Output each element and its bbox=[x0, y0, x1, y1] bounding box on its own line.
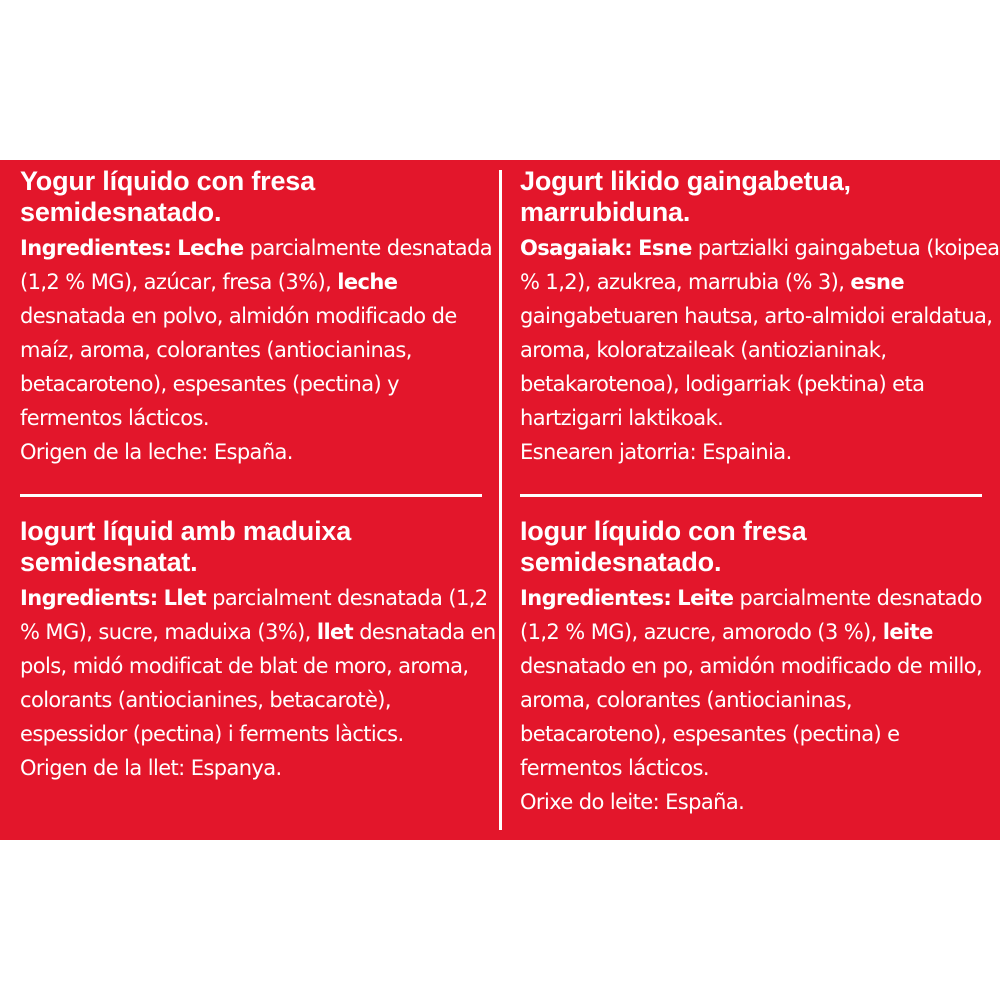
galician-allergen-1: Leite bbox=[677, 586, 734, 610]
spanish-title-line-2: semidesnatado. bbox=[20, 197, 222, 227]
basque-allergen-1: Esne bbox=[638, 236, 692, 260]
basque-origin: Esnearen jatorria: Espainia. bbox=[520, 440, 792, 464]
catalan-section bbox=[20, 516, 500, 785]
vertical-divider bbox=[499, 170, 502, 830]
spanish-origin: Origen de la leche: España. bbox=[20, 440, 293, 464]
galician-product-title bbox=[520, 516, 1000, 578]
spanish-ingredients-label: Ingredientes: bbox=[20, 236, 172, 260]
catalan-product-title bbox=[20, 516, 500, 578]
catalan-allergen-2: llet bbox=[316, 620, 354, 644]
galician-title-line-2: semidesnatado. bbox=[520, 547, 722, 577]
galician-ingredients-part-2: desnatado en po, amidón modificado de millo, aroma, colorantes (antiocianinas, betacaroteno), espesantes (pectina) e fermentos lácticos. bbox=[520, 654, 983, 780]
catalan-title-line-2: semidesnatat. bbox=[20, 547, 198, 577]
spanish-ingredients-part-1: parcialmente desnatada (1,2 % MG), azúcar, fresa (3%), bbox=[20, 236, 493, 294]
catalan-origin: Origen de la llet: Espanya. bbox=[20, 756, 282, 780]
catalan-allergen-1: Llet bbox=[163, 586, 207, 610]
spanish-allergen-2: leche bbox=[337, 270, 398, 294]
horizontal-divider-right bbox=[520, 494, 982, 497]
galician-origin: Orixe do leite: España. bbox=[520, 790, 745, 814]
basque-ingredients-label: Osagaiak: bbox=[520, 236, 633, 260]
galician-ingredients-label: Ingredientes: bbox=[520, 586, 672, 610]
catalan-ingredients-text bbox=[20, 581, 500, 751]
basque-title-line-1: Jogurt likido gaingabetua, bbox=[520, 166, 851, 196]
catalan-title-line-1: Iogurt líquid amb maduixa bbox=[20, 516, 352, 546]
ingredients-label-panel bbox=[0, 160, 1000, 840]
basque-title-line-2: marrubiduna. bbox=[520, 197, 691, 227]
galician-section bbox=[520, 516, 1000, 819]
galician-allergen-2: leite bbox=[882, 620, 933, 644]
catalan-ingredients-part-2: desnatada en pols, midó modificat de blat de moro, aroma, colorants (antiocianines, betacarotè), espessidor (pectina) i ferments làctics. bbox=[20, 620, 496, 746]
catalan-ingredients-label: Ingredients: bbox=[20, 586, 158, 610]
horizontal-divider-left bbox=[20, 494, 482, 497]
spanish-title-line-1: Yogur líquido con fresa bbox=[20, 166, 315, 196]
basque-product-title bbox=[520, 166, 1000, 228]
basque-section bbox=[520, 166, 1000, 469]
basque-ingredients-text bbox=[520, 231, 1000, 435]
basque-ingredients-part-2: gaingabetuaren hautsa, arto-almidoi eraldatua, aroma, koloratzaileak (antiozianinak, betakarotenoa), lodigarriak (pektina) eta hartzigarri laktikoak. bbox=[520, 304, 993, 430]
catalan-ingredients-part-1: parcialment desnatada (1,2 % MG), sucre, maduixa (3%), bbox=[20, 586, 488, 644]
spanish-section bbox=[20, 166, 500, 469]
galician-ingredients-text bbox=[520, 581, 1000, 785]
basque-allergen-2: esne bbox=[850, 270, 904, 294]
basque-ingredients-part-1: partzialki gaingabetua (koipea % 1,2), azukrea, marrubia (% 3), bbox=[520, 236, 1000, 294]
spanish-ingredients-text bbox=[20, 231, 500, 435]
spanish-allergen-1: Leche bbox=[177, 236, 244, 260]
spanish-ingredients-part-2: desnatada en polvo, almidón modificado de maíz, aroma, colorantes (antiocianinas, betacaroteno), espesantes (pectina) y fermentos lácticos. bbox=[20, 304, 457, 430]
galician-title-line-1: Iogur líquido con fresa bbox=[520, 516, 807, 546]
spanish-product-title bbox=[20, 166, 500, 228]
galician-ingredients-part-1: parcialmente desnatado (1,2 % MG), azucre, amorodo (3 %), bbox=[520, 586, 982, 644]
